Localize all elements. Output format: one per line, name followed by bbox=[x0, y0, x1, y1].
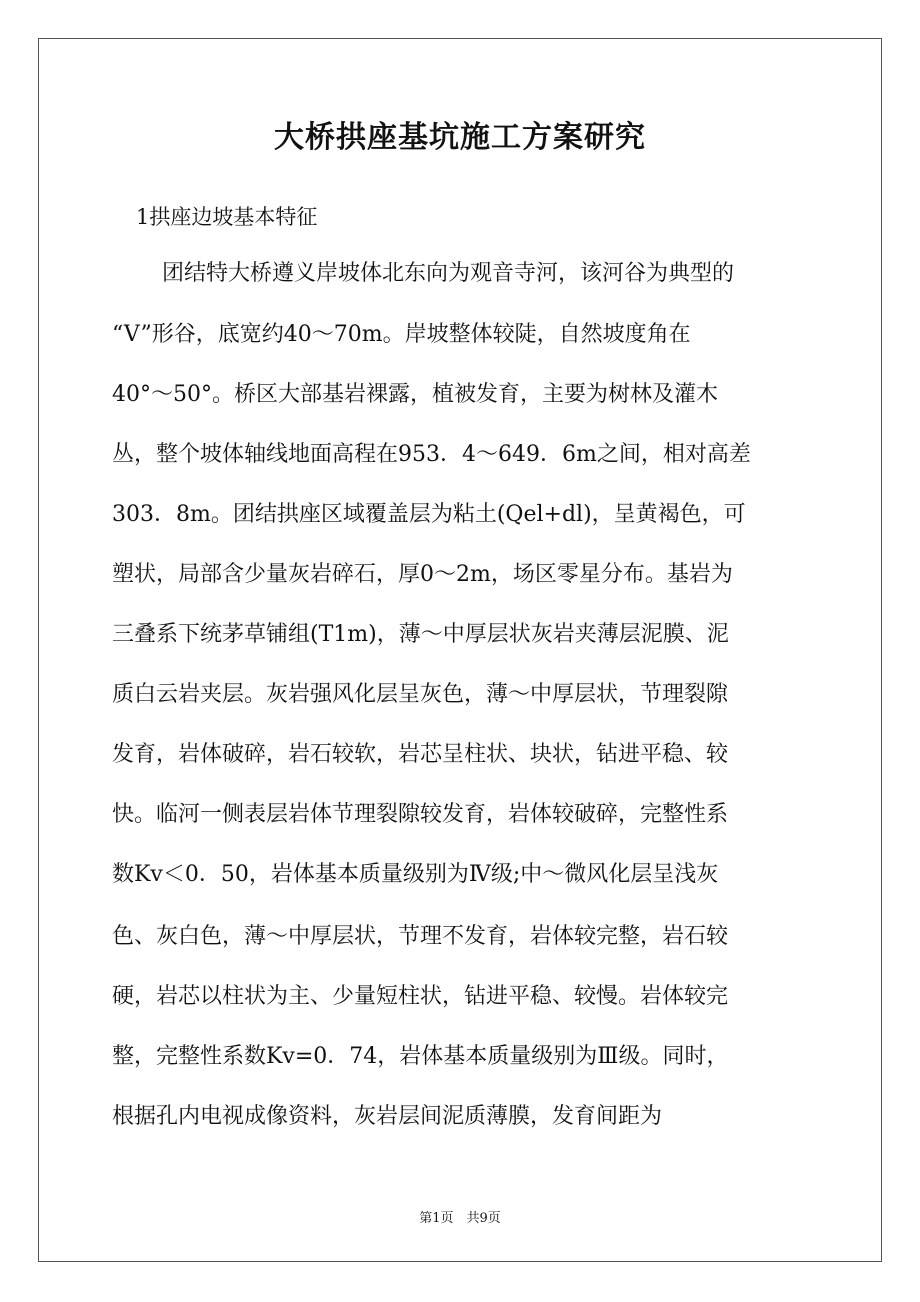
body-line: 丛，整个坡体轴线地面高程在953．4～649．6m之间，相对高差 bbox=[112, 442, 751, 467]
body-line: 塑状，局部含少量灰岩碎石，厚0～2m，场区零星分布。基岩为 bbox=[112, 562, 733, 587]
body-line: 三叠系下统茅草铺组(T1m)，薄～中厚层状灰岩夹薄层泥膜、泥 bbox=[112, 622, 729, 647]
body-line: 303．8m。团结拱座区域覆盖层为粘土(Qel+dl)，呈黄褐色，可 bbox=[112, 502, 746, 527]
body-line: “V”形谷，底宽约40～70m。岸坡整体较陡，自然坡度角在 bbox=[112, 322, 691, 347]
body-line: 质白云岩夹层。灰岩强风化层呈灰色，薄～中厚层状，节理裂隙 bbox=[112, 682, 729, 707]
body-line: 色、灰白色，薄～中厚层状，节理不发育，岩体较完整，岩石较 bbox=[112, 924, 729, 949]
body-line: 数Kv＜0．50，岩体基本质量级别为Ⅳ级;中～微风化层呈浅灰 bbox=[112, 862, 719, 887]
document-title: 大桥拱座基坑施工方案研究 bbox=[274, 120, 646, 155]
body-line: 根据孔内电视成像资料，灰岩层间泥质薄膜，发育间距为 bbox=[112, 1104, 663, 1129]
body-line: 40°～50°。桥区大部基岩裸露，植被发育，主要为树林及灌木 bbox=[112, 382, 718, 407]
body-line: 硬，岩芯以柱状为主、少量短柱状，钻进平稳、较慢。岩体较完 bbox=[112, 984, 729, 1009]
body-line: 整，完整性系数Kv=0．74，岩体基本质量级别为Ⅲ级。同时， bbox=[112, 1044, 729, 1069]
body-line: 快。临河一侧表层岩体节理裂隙较发育，岩体较破碎，完整性系 bbox=[112, 802, 729, 827]
body-line: 发育，岩体破碎，岩石较软，岩芯呈柱状、块状，钻进平稳、较 bbox=[112, 742, 729, 767]
page-number-footer: 第1页 共9页 bbox=[419, 1211, 501, 1226]
section-heading: 1拱座边坡基本特征 bbox=[136, 205, 318, 229]
body-line: 团结特大桥遵义岸坡体北东向为观音寺河，该河谷为典型的 bbox=[162, 261, 735, 286]
